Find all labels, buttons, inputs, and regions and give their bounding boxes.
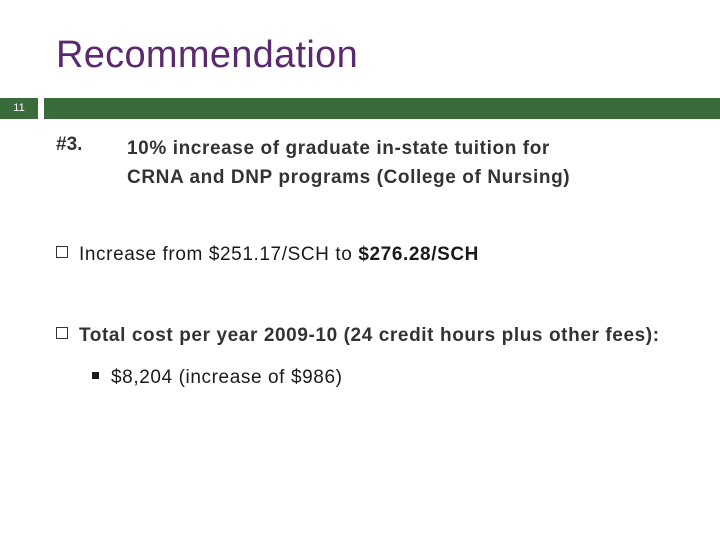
bullet-tuition-text: Increase from $251.17/SCH to bbox=[79, 244, 359, 265]
filled-square-bullet-icon bbox=[92, 372, 99, 379]
sub-bullet-cost-amount bbox=[92, 367, 343, 389]
recommendation-line-2: CRNA and DNP programs (College of Nursing) bbox=[127, 167, 571, 188]
recommendation-number: #3. bbox=[56, 134, 83, 155]
hollow-square-bullet-icon bbox=[56, 246, 68, 258]
title-divider-bar bbox=[44, 98, 720, 119]
slide-title: Recommendation bbox=[56, 34, 359, 76]
bullet-tuition-new-rate: $276.28/SCH bbox=[358, 244, 479, 265]
recommendation-text bbox=[127, 134, 687, 192]
sub-bullet-cost-text: $8,204 (increase of $986) bbox=[111, 367, 343, 388]
hollow-square-bullet-icon bbox=[56, 327, 68, 339]
bullet-total-cost bbox=[56, 325, 660, 347]
bullet-total-cost-text: Total cost per year 2009-10 (24 credit hours plus other fees): bbox=[79, 325, 660, 346]
recommendation-line-1: 10% increase of graduate in-state tuition for bbox=[127, 138, 550, 159]
bullet-tuition-increase bbox=[56, 244, 479, 266]
slide-number: 11 bbox=[0, 98, 38, 119]
